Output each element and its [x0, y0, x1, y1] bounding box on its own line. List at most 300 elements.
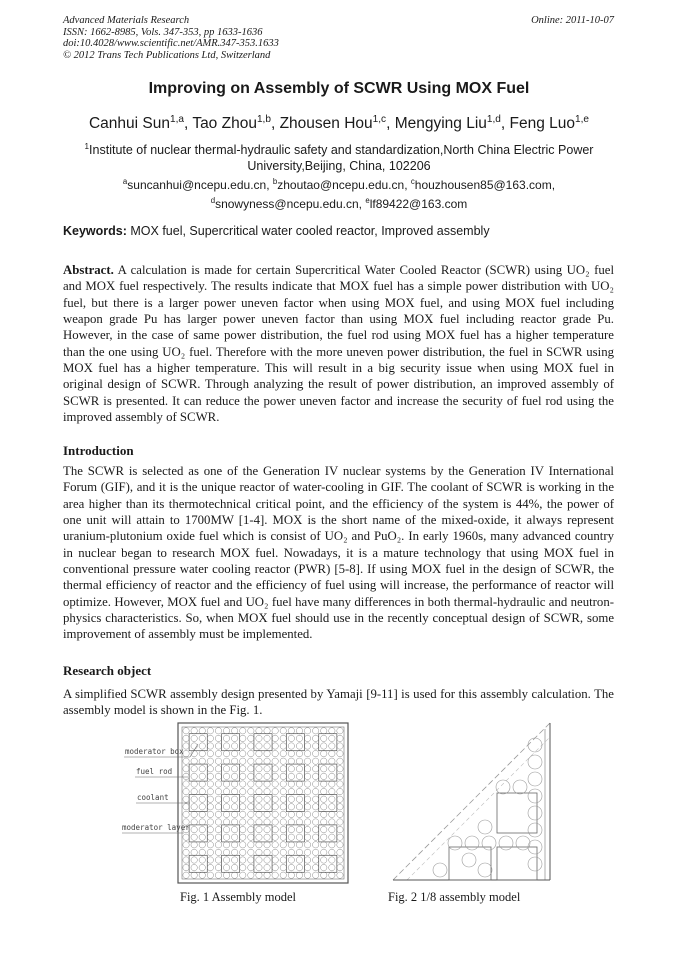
fuel-rod — [478, 863, 492, 877]
fuel-rod — [288, 857, 294, 863]
fuel-rod — [288, 811, 294, 817]
fuel-rod — [321, 834, 327, 840]
fuel-rod — [256, 842, 262, 848]
fuel-rod — [296, 735, 302, 741]
fuel-rod — [215, 834, 221, 840]
fuel-rod — [264, 766, 270, 772]
fuel-rod — [183, 773, 189, 779]
fuel-rod — [231, 758, 237, 764]
fuel-rod — [256, 735, 262, 741]
author-name: Canhui Sun — [88, 115, 170, 133]
fuel-rod — [183, 849, 189, 855]
fuel-rod — [240, 788, 246, 794]
fuel-rod — [264, 811, 270, 817]
fuel-rod — [248, 743, 254, 749]
research-text: A simplified SCWR assembly design presented by Yamaji [9-11] is used for this assembly calculation. The assembly model is shown in the Fig. 1. — [63, 687, 614, 718]
fuel-rod — [191, 811, 197, 817]
fuel-rod — [256, 834, 262, 840]
fuel-rod — [231, 872, 237, 878]
fuel-rod — [231, 834, 237, 840]
fuel-rod — [199, 728, 205, 734]
fuel-rod — [304, 842, 310, 848]
fuel-rod — [231, 804, 237, 810]
fuel-rod — [223, 773, 229, 779]
fuel-rod — [337, 773, 343, 779]
fuel-rod — [231, 788, 237, 794]
fuel-rod — [264, 849, 270, 855]
fuel-rod — [191, 819, 197, 825]
fuel-rod — [329, 758, 335, 764]
triangle-hypotenuse — [393, 723, 550, 880]
fuel-rod — [207, 750, 213, 756]
fig1-label-moderator-box: moderator box — [125, 747, 184, 756]
section-heading-introduction: Introduction — [63, 443, 134, 458]
fuel-rod — [215, 849, 221, 855]
email-address[interactable]: zhoutao@ncepu.edu.cn — [277, 178, 405, 192]
fuel-rod — [288, 872, 294, 878]
fuel-rod — [248, 804, 254, 810]
fuel-rod — [321, 804, 327, 810]
fuel-rod — [288, 864, 294, 870]
author-name: Mengying Liu — [394, 115, 487, 133]
fuel-rod — [183, 728, 189, 734]
fuel-rod — [256, 758, 262, 764]
fuel-rod — [272, 750, 278, 756]
keywords — [63, 224, 490, 238]
fuel-rod — [296, 864, 302, 870]
fuel-rod — [248, 834, 254, 840]
fuel-rod — [223, 788, 229, 794]
fuel-rod — [321, 758, 327, 764]
fuel-rod — [231, 864, 237, 870]
email-address[interactable]: snowyness@ncepu.edu.cn — [215, 197, 359, 211]
fuel-rod — [240, 857, 246, 863]
fuel-rod — [240, 728, 246, 734]
fuel-rod — [288, 804, 294, 810]
fuel-rod — [337, 788, 343, 794]
fuel-rod — [183, 788, 189, 794]
fuel-rod — [337, 819, 343, 825]
fuel-rod — [312, 788, 318, 794]
fuel-rod — [223, 735, 229, 741]
fuel-rod — [240, 781, 246, 787]
fuel-rod — [207, 743, 213, 749]
fuel-rod — [231, 819, 237, 825]
fuel-rod — [296, 796, 302, 802]
fuel-rod — [199, 819, 205, 825]
fuel-rod — [280, 766, 286, 772]
fuel-rod — [248, 796, 254, 802]
fuel-rod — [304, 819, 310, 825]
fuel-rod — [337, 796, 343, 802]
fuel-rod — [272, 872, 278, 878]
author-name: Zhousen Hou — [279, 115, 373, 133]
fuel-rod — [256, 750, 262, 756]
fuel-rod — [528, 755, 542, 769]
fuel-rod — [304, 872, 310, 878]
fuel-rod — [329, 826, 335, 832]
fuel-rod — [256, 872, 262, 878]
fuel-rod — [248, 864, 254, 870]
fuel-rod — [288, 796, 294, 802]
fuel-rod — [304, 766, 310, 772]
fuel-rod — [264, 834, 270, 840]
fuel-rod — [280, 864, 286, 870]
fuel-rod — [337, 872, 343, 878]
fuel-rod — [183, 796, 189, 802]
fuel-rod — [183, 857, 189, 863]
fuel-rod — [199, 735, 205, 741]
fuel-rod — [337, 857, 343, 863]
fuel-rod — [482, 836, 496, 850]
fuel-rod — [329, 766, 335, 772]
fuel-rod — [288, 849, 294, 855]
fuel-rod — [231, 811, 237, 817]
fig2-caption: Fig. 2 1/8 assembly model — [388, 890, 521, 904]
fuel-rod — [296, 872, 302, 878]
fuel-rod — [207, 781, 213, 787]
fuel-rod — [337, 728, 343, 734]
fuel-rod — [312, 804, 318, 810]
fuel-rod — [183, 743, 189, 749]
fuel-rod — [215, 811, 221, 817]
fuel-rod — [183, 766, 189, 772]
fuel-rod — [223, 864, 229, 870]
fuel-rod — [215, 781, 221, 787]
fuel-rod — [312, 735, 318, 741]
fuel-rod — [272, 849, 278, 855]
fuel-rod — [296, 834, 302, 840]
introduction-text: The SCWR is selected as one of the Generation IV nuclear systems by the Generation IV International Forum (GIF), and it is the unique reactor of water-cooling in GIF. The coolant of SCWR is working in the area higher than its thermotechnical critical point, and the efficiency of the system is 44%, the power of one unit will attain to 1700MW [1-4]. MOX is the short name of the mixed-oxide, it always represent uranium-plutonium oxide fuel which is consist of UO₂ and PuO₂. In early 1960s, many advanced country in nuclear began to research MOX fuel. Nowadays, it is a mature technology that using MOX fuel in conventional pressure water cooling reactor (PWR) [5-8]. If using MOX fuel in the design of SCWR, the thermal efficiency of reactor and the efficiency of fuel using will increase, the performance of reactor will optimize. However, MOX fuel and UO₂ fuel have many differences in both thermal-hydraulic and neutron- physics characteristics. So, when MOX fuel should use in the recently conceptual design of SCWR, some improvement of assembly must be implemented. — [63, 464, 614, 642]
fig1-label-fuel-rod: fuel rod — [136, 767, 173, 776]
fuel-rod — [288, 728, 294, 734]
fuel-rod — [264, 735, 270, 741]
fuel-rod — [312, 842, 318, 848]
fuel-rod — [272, 857, 278, 863]
fuel-rod — [207, 842, 213, 848]
fuel-rod — [528, 789, 542, 803]
fuel-rod — [321, 826, 327, 832]
fuel-rod — [215, 857, 221, 863]
fuel-rod — [337, 758, 343, 764]
fuel-rod — [337, 849, 343, 855]
fuel-rod — [304, 788, 310, 794]
fuel-rod — [304, 735, 310, 741]
fig1-label-coolant: coolant — [137, 793, 169, 802]
moderator-box — [497, 793, 537, 833]
keywords-label: Keywords: — [63, 224, 127, 238]
fuel-rod — [191, 864, 197, 870]
fuel-rod — [191, 766, 197, 772]
fuel-rod — [256, 811, 262, 817]
author-name: Tao Zhou — [192, 115, 257, 133]
fuel-rod — [191, 743, 197, 749]
fuel-rod — [499, 836, 513, 850]
fuel-rod — [312, 811, 318, 817]
fuel-rod — [256, 796, 262, 802]
email-sup: c — [410, 177, 415, 186]
fuel-rod — [304, 804, 310, 810]
email-address[interactable]: houzhousen85@163.com — [414, 178, 552, 192]
fuel-rod — [199, 750, 205, 756]
fuel-rod — [264, 728, 270, 734]
fuel-rod — [248, 849, 254, 855]
fuel-rod — [329, 728, 335, 734]
fuel-rod — [215, 766, 221, 772]
fuel-rod — [215, 826, 221, 832]
fuel-rod — [329, 849, 335, 855]
fuel-rod — [321, 781, 327, 787]
fuel-rod — [223, 819, 229, 825]
fuel-rod — [207, 804, 213, 810]
fuel-rod — [304, 796, 310, 802]
fuel-rod — [264, 781, 270, 787]
fuel-rod — [231, 735, 237, 741]
fuel-rod — [296, 728, 302, 734]
fuel-rod — [280, 743, 286, 749]
fuel-rod — [304, 811, 310, 817]
fuel-rod — [223, 826, 229, 832]
fuel-rod — [199, 788, 205, 794]
fuel-rod — [272, 735, 278, 741]
fuel-rod — [207, 766, 213, 772]
fuel-rod — [288, 842, 294, 848]
fuel-rod — [264, 842, 270, 848]
fig2-eighth-assembly-diagram — [385, 715, 565, 885]
fuel-rod — [321, 872, 327, 878]
fuel-rod — [248, 857, 254, 863]
fuel-rod — [264, 804, 270, 810]
fuel-rod — [191, 758, 197, 764]
fuel-rod — [256, 864, 262, 870]
fuel-rod — [215, 842, 221, 848]
fuel-rod — [231, 728, 237, 734]
fuel-rod — [215, 819, 221, 825]
fuel-rod — [191, 728, 197, 734]
fuel-rod — [199, 849, 205, 855]
fuel-rod — [264, 819, 270, 825]
fuel-rod — [321, 773, 327, 779]
email-sup: e — [365, 196, 370, 205]
email-address[interactable]: lf89422@163.com — [369, 197, 468, 211]
fuel-rod — [240, 849, 246, 855]
fuel-rod — [191, 788, 197, 794]
fuel-rod — [223, 743, 229, 749]
fuel-rod — [191, 826, 197, 832]
fuel-rod — [231, 796, 237, 802]
fuel-rod — [223, 872, 229, 878]
fuel-rod — [280, 788, 286, 794]
fuel-rod — [329, 735, 335, 741]
fuel-rod — [280, 728, 286, 734]
fuel-rod — [329, 834, 335, 840]
fuel-rod — [231, 781, 237, 787]
fuel-rod — [248, 728, 254, 734]
fuel-rod — [288, 834, 294, 840]
fuel-rod — [337, 766, 343, 772]
author-name: Feng Luo — [509, 115, 576, 133]
fuel-rod — [264, 796, 270, 802]
fuel-rod — [528, 823, 542, 837]
fuel-rod — [215, 750, 221, 756]
fuel-rod — [337, 842, 343, 848]
fuel-rod — [329, 842, 335, 848]
fuel-rod — [215, 743, 221, 749]
fuel-rod — [231, 750, 237, 756]
fuel-rod — [264, 743, 270, 749]
fuel-rod — [321, 743, 327, 749]
fuel-rod — [321, 735, 327, 741]
fuel-rod — [183, 842, 189, 848]
fuel-rod — [223, 766, 229, 772]
fuel-rod — [215, 872, 221, 878]
fuel-rod — [207, 834, 213, 840]
journal-header — [63, 15, 279, 61]
fuel-rod — [280, 796, 286, 802]
fuel-rod — [329, 750, 335, 756]
fuel-rod — [337, 743, 343, 749]
fuel-rod — [321, 728, 327, 734]
fuel-rod — [329, 743, 335, 749]
fuel-rod — [199, 864, 205, 870]
fuel-rod — [183, 834, 189, 840]
triangle-hypotenuse-inner — [407, 737, 550, 880]
fuel-rod — [321, 819, 327, 825]
fuel-rod — [223, 849, 229, 855]
fuel-rod — [256, 857, 262, 863]
fuel-rod — [296, 819, 302, 825]
fuel-rod — [223, 842, 229, 848]
journal-name: Advanced Materials Research — [63, 15, 190, 26]
fig1-caption: Fig. 1 Assembly model — [180, 890, 296, 904]
fuel-rod — [329, 804, 335, 810]
fuel-rod — [231, 842, 237, 848]
fuel-rod — [280, 857, 286, 863]
fuel-rod — [280, 811, 286, 817]
affiliation-text: Institute of nuclear thermal-hydraulic safety and standardization,North China Electric Power University,Beijing, China, 102206 — [89, 143, 594, 173]
fuel-rod — [240, 743, 246, 749]
fuel-rod — [223, 811, 229, 817]
fuel-rod — [337, 864, 343, 870]
fuel-rod — [312, 758, 318, 764]
fuel-rod — [312, 834, 318, 840]
fuel-rod — [280, 849, 286, 855]
fuel-rod — [223, 750, 229, 756]
fuel-rod — [272, 788, 278, 794]
fuel-rod — [256, 766, 262, 772]
fuel-rod — [207, 819, 213, 825]
email-list: $^a$suncanhui@ncepu.edu.cn, $^b$zhoutao@ncepu.edu.cn, $^c$houzhousen85@163.com, $^d$snowyness@ncepu.edu.cn, $^e$lf89422@163.com — [122, 177, 556, 211]
fuel-rod — [223, 804, 229, 810]
fuel-rod — [240, 735, 246, 741]
fuel-rod — [183, 811, 189, 817]
fuel-rod — [321, 842, 327, 848]
fuel-rod — [280, 735, 286, 741]
fuel-rod — [240, 864, 246, 870]
fuel-rod — [215, 773, 221, 779]
fuel-rod — [256, 788, 262, 794]
fuel-rod — [312, 819, 318, 825]
fuel-rod — [337, 735, 343, 741]
fuel-rod — [223, 781, 229, 787]
fuel-rod — [304, 750, 310, 756]
fuel-rod — [223, 796, 229, 802]
fuel-rod — [304, 743, 310, 749]
fuel-rod — [272, 773, 278, 779]
fig1-assembly-diagram — [120, 720, 380, 885]
fuel-rod — [272, 864, 278, 870]
fuel-rod — [183, 781, 189, 787]
fuel-rod — [296, 804, 302, 810]
fuel-rod — [304, 781, 310, 787]
fuel-rod — [215, 788, 221, 794]
fuel-rod — [256, 743, 262, 749]
fuel-rod — [337, 804, 343, 810]
fuel-rod — [528, 806, 542, 820]
fuel-rod — [240, 872, 246, 878]
email-address[interactable]: suncanhui@ncepu.edu.cn — [127, 178, 267, 192]
fuel-rod — [191, 834, 197, 840]
fuel-rod — [199, 796, 205, 802]
fuel-rod — [223, 728, 229, 734]
fuel-rod — [312, 849, 318, 855]
fuel-rod — [231, 766, 237, 772]
moderator-box — [449, 847, 491, 880]
fuel-rod — [223, 834, 229, 840]
fuel-rod — [207, 811, 213, 817]
fuel-rod — [264, 826, 270, 832]
fuel-rod — [280, 872, 286, 878]
fuel-rod — [312, 728, 318, 734]
fuel-rod — [264, 758, 270, 764]
abstract — [63, 262, 614, 425]
fuel-rod — [288, 766, 294, 772]
fuel-rod — [272, 826, 278, 832]
fuel-rod — [191, 804, 197, 810]
fuel-rod — [272, 743, 278, 749]
fuel-rod — [329, 796, 335, 802]
fuel-rod — [240, 804, 246, 810]
fuel-rod — [199, 842, 205, 848]
fuel-rod — [304, 826, 310, 832]
section-heading-research: Research object — [63, 663, 152, 678]
fuel-rod — [191, 842, 197, 848]
fuel-rod — [199, 743, 205, 749]
fuel-rod — [248, 819, 254, 825]
fuel-rod — [199, 766, 205, 772]
fuel-rod — [223, 857, 229, 863]
fuel-rod — [528, 772, 542, 786]
fuel-rod — [296, 788, 302, 794]
fuel-rod — [183, 750, 189, 756]
fuel-rod — [288, 758, 294, 764]
fuel-rod — [183, 735, 189, 741]
fuel-rod — [215, 804, 221, 810]
fuel-rod — [329, 788, 335, 794]
fuel-rod — [199, 781, 205, 787]
fuel-rod — [207, 788, 213, 794]
fuel-rod — [280, 781, 286, 787]
fuel-rod — [199, 804, 205, 810]
fuel-rod — [280, 826, 286, 832]
fuel-rod — [272, 811, 278, 817]
fuel-rod — [264, 864, 270, 870]
fuel-rod — [433, 863, 447, 877]
fuel-rod — [337, 811, 343, 817]
fuel-rod — [304, 849, 310, 855]
fuel-rod — [256, 849, 262, 855]
fuel-rod — [256, 826, 262, 832]
